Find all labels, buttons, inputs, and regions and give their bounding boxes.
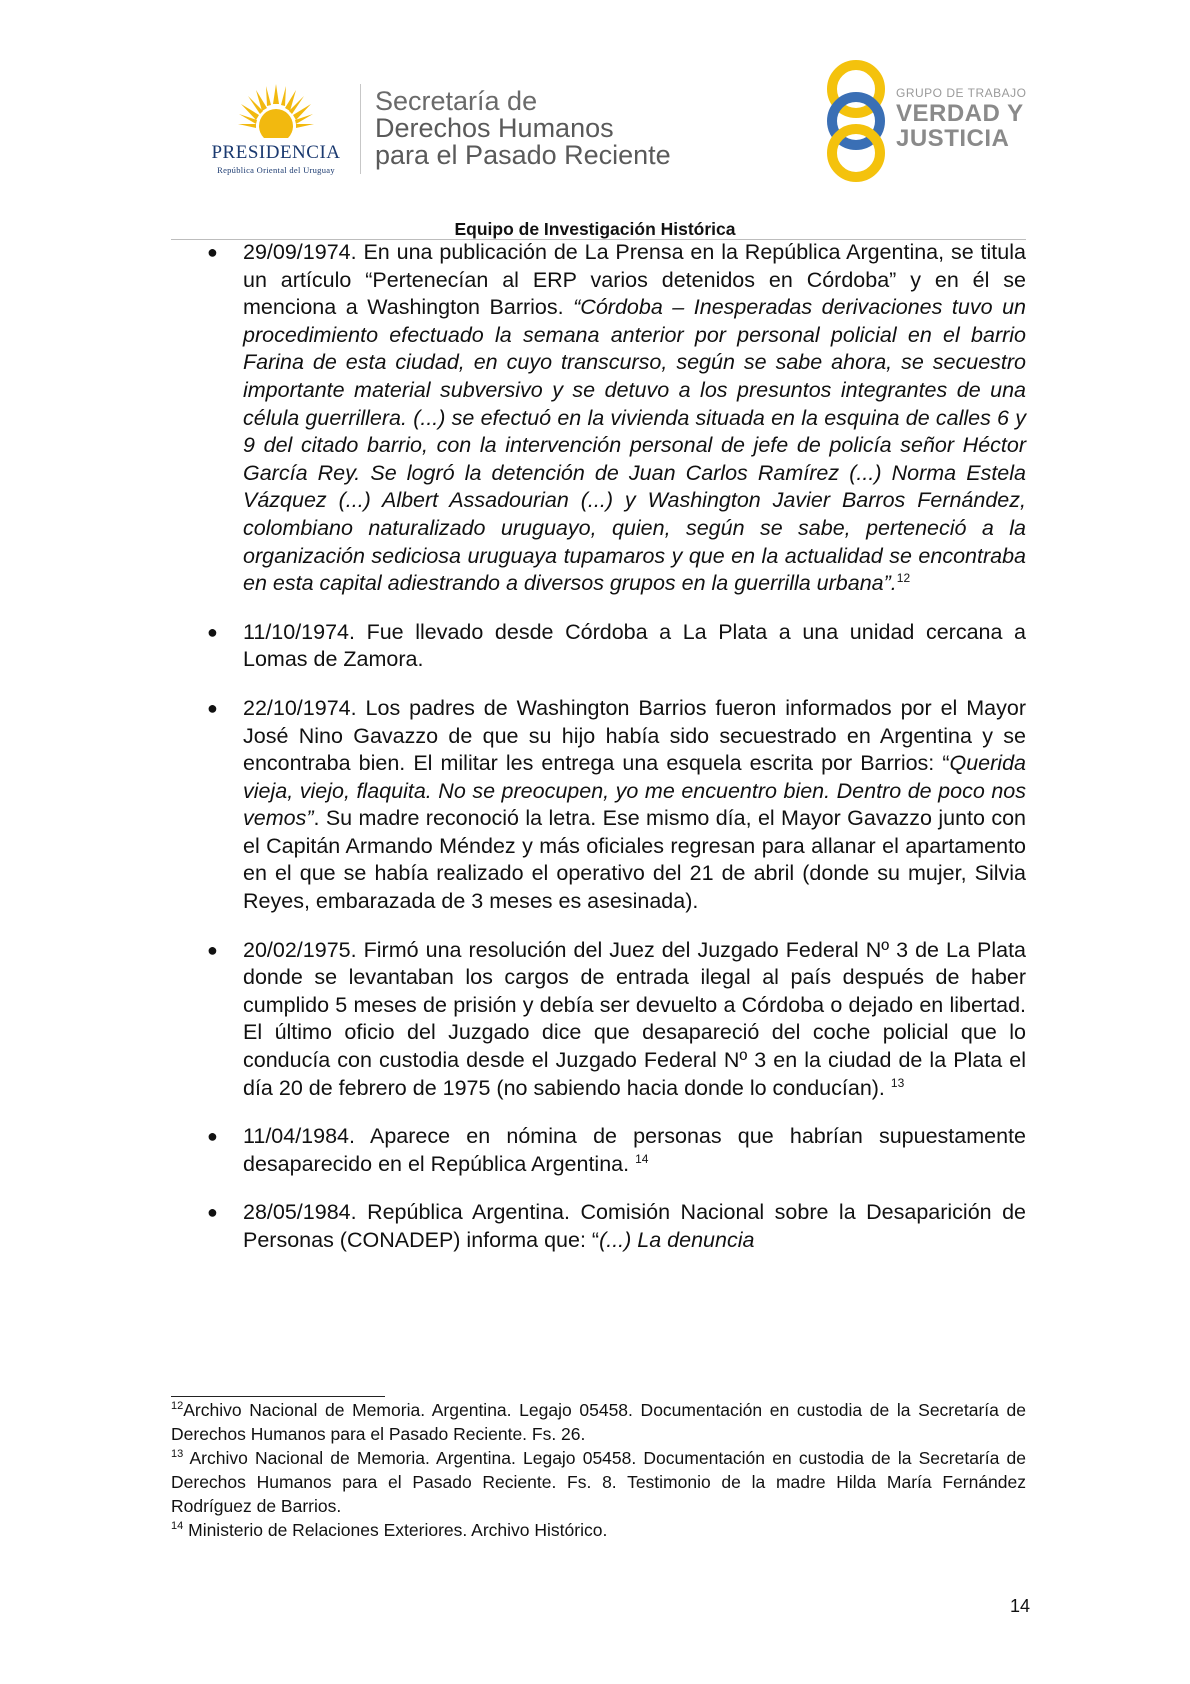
presidencia-logo (196, 82, 356, 182)
item-quote: (...) La denuncia (599, 1228, 755, 1252)
item-date: 20/02/1975. (243, 937, 357, 962)
presidencia-title: PRESIDENCIA (211, 142, 341, 163)
verdad-justicia-logo (822, 56, 1042, 186)
grupo-trabajo-label: GRUPO DE TRABAJO (896, 86, 1027, 100)
footnotes (171, 1398, 1026, 1542)
footnote (171, 1518, 1026, 1542)
team-heading: Equipo de Investigación Histórica (454, 219, 736, 239)
secretaria-line-2: Derechos Humanos (375, 113, 614, 143)
footnote-number: 14 (171, 1520, 184, 1533)
item-text: En una publicación de La Prensa en la República Argentina, se titula un artículo “Pertenecían al ERP varios detenidos en Córdoba” y en él se menciona a Washington Barrios. (243, 240, 1026, 320)
chronology-list (171, 239, 1026, 1276)
item-text: Aparece en nómina de personas que habrían supuestamente desaparecido en el República Argentina. (243, 1124, 1026, 1176)
item-date: 11/10/1974. (243, 619, 355, 644)
footnote (171, 1398, 1026, 1446)
secretaria-line-3: para el Pasado Reciente (375, 140, 671, 170)
secretaria-logo-text (375, 88, 671, 169)
list-item (171, 1199, 1026, 1254)
footnote-text: Ministerio de Relaciones Exteriores. Archivo Histórico. (183, 1520, 608, 1540)
item-text: Los padres de Washington Barrios fueron informados por el Mayor José Nino Gavazzo de que su hijo había sido secuestrado en Argentina y se encontraba bien. El militar les entrega una esquela escrita por Barrios: “ (243, 695, 1026, 776)
bullet-icon: ● (207, 1202, 218, 1223)
footnote-text: Archivo Nacional de Memoria. Argentina. Legajo 05458. Documentación en custodia de la Secretaría de Derechos Humanos para el Pasado Reciente. Fs. 8. Testimonio de la madre Hilda María Fernández Rodríguez de Barrios. (171, 1448, 1026, 1516)
item-quote: “Córdoba – Inesperadas derivaciones tuvo un procedimiento efectuado la semana anterior por personal policial en el barrio Farina de esta ciudad, en cuyo transcurso, según se sabe ahora, se secuestro importante material subversivo y se detuvo a los presuntos integrantes de una célula guerrillera. (...) se efectuó en la vivienda situada en la esquina de calles 6 y 9 del citado barrio, con la intervención personal de jefe de policía señor Héctor García Rey. Se logró la detención de Juan Carlos Ramírez (...) Norma Estela Vázquez (...) Albert Assadourian (...) y Washington Javier Barros Fernández, colombiano naturalizado uruguayo, quien, según se sabe, perteneció a la organización sediciosa uruguaya tupamaros y que en la actualidad se encontraba en esta capital adiestrando a diversos grupos en la guerrilla urbana”. (243, 295, 1026, 596)
footnote-ref: 12 (896, 570, 911, 585)
list-item (171, 937, 1026, 1103)
justicia-line: JUSTICIA (896, 125, 1010, 152)
bullet-icon: ● (207, 939, 218, 960)
item-quote: Querida vieja, viejo, flaquita. No se preocupen, yo me encuentro bien. Dentro de poco nos vemos” (243, 751, 1026, 831)
item-text: República Argentina. Comisión Nacional sobre la Desaparición de Personas (CONADEP) informa que: “ (243, 1200, 1027, 1252)
list-item (171, 1123, 1026, 1178)
item-text: Fue llevado desde Córdoba a La Plata a una unidad cercana a Lomas de Zamora. (243, 619, 1026, 672)
presidencia-subtitle: República Oriental del Uruguay (217, 165, 335, 175)
item-text-continued: . Su madre reconoció la letra. Ese mismo día, el Mayor Gavazzo junto con el Capitán Armando Méndez y más oficiales regresan para allanar el apartamento en el que se había realizado el operativo del 21 de abril (donde su mujer, Silvia Reyes, embarazada de 3 meses es asesinada). (243, 806, 1026, 914)
footnote-number: 13 (171, 1448, 184, 1461)
footnote-rule (171, 1396, 385, 1397)
footnote-text: Archivo Nacional de Memoria. Argentina. Legajo 05458. Documentación en custodia de la Secretaría de Derechos Humanos para el Pasado Reciente. Fs. 26. (171, 1400, 1026, 1444)
bullet-icon: ● (207, 697, 218, 718)
list-item (171, 619, 1026, 674)
item-date: 29/09/1974. (243, 240, 357, 264)
bullet-icon: ● (207, 1126, 218, 1147)
footnote (171, 1446, 1026, 1518)
verdad-justicia-title (896, 101, 1024, 151)
footnote-ref: 13 (890, 1075, 905, 1090)
item-text: Firmó una resolución del Juez del Juzgado Federal Nº 3 de La Plata donde se levantaban los cargos de entrada ilegal al país después de haber cumplido 5 meses de prisión y debía ser devuelto a Córdoba o dejado en libertad. El último oficio del Juzgado dice que desapareció del coche policial que lo conducía con custodia desde el Juzgado Federal Nº 3 en la ciudad de la Plata el día 20 de febrero de 1975 (no sabiendo hacia donde lo conducían). (243, 937, 1027, 1100)
list-item (171, 695, 1026, 916)
footnote-number: 12 (171, 1400, 184, 1413)
rings-emblem-icon (822, 56, 892, 186)
item-date: 11/04/1984. (243, 1124, 355, 1149)
verdad-line: VERDAD Y (896, 100, 1024, 127)
logo-divider (360, 84, 361, 174)
list-item (171, 239, 1026, 598)
bullet-icon: ● (207, 242, 218, 262)
bullet-icon: ● (207, 621, 218, 642)
secretaria-line-1: Secretaría de (375, 86, 538, 116)
footnote-ref: 14 (635, 1151, 649, 1166)
page-header (0, 0, 1190, 239)
item-date: 28/05/1984. (243, 1200, 357, 1225)
page-number: 14 (1009, 1596, 1030, 1616)
item-date: 22/10/1974. (243, 695, 357, 720)
